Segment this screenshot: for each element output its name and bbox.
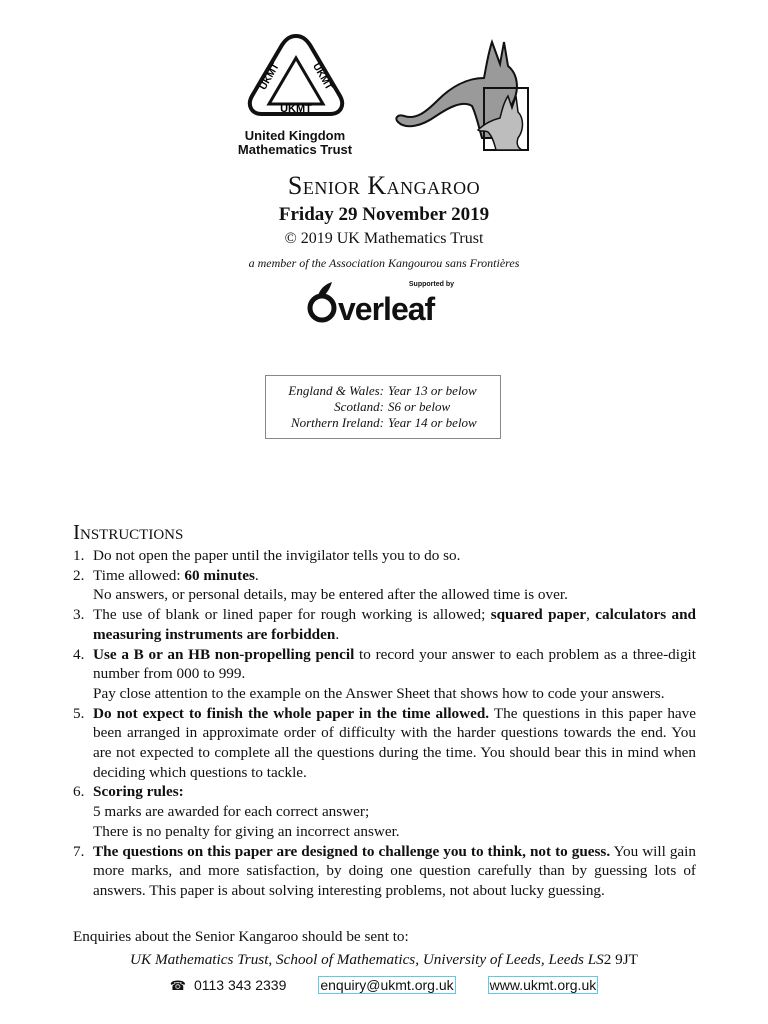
enquiries-heading: Enquiries about the Senior Kangaroo should be sent to: [73, 928, 409, 945]
instruction-bold: The questions on this paper are designed to challenge you to think, not to guess. [93, 842, 611, 860]
paper-date: Friday 29 November 2019 [278, 204, 490, 225]
eligibility-level: S6 or below [388, 399, 451, 414]
phone-number: 0113 343 2339 [193, 976, 287, 993]
address-tail: 2 9JT [603, 951, 638, 968]
eligibility-row [266, 415, 500, 431]
eligibility-region: Northern Ireland: [290, 415, 384, 430]
instruction-text [93, 605, 696, 644]
instruction-item [73, 842, 696, 901]
ukmt-ring-left: UKMT [257, 61, 282, 93]
overleaf-wordmark: verleaf [338, 291, 435, 324]
website-link[interactable]: www.ukmt.org.uk [489, 977, 597, 993]
instruction-line2: No answers, or personal details, may be entered after the allowed time is over. [93, 586, 568, 604]
instruction-item [73, 704, 696, 783]
instruction-item [73, 782, 696, 841]
eligibility-box [265, 375, 501, 439]
instruction-bold: Do not expect to finish the whole paper in the time allowed. [93, 704, 490, 722]
address-italic: UK Mathematics Trust, School of Mathematics, University of Leeds, Leeds LS [130, 951, 604, 968]
instruction-number: 4. [73, 645, 85, 663]
instruction-text [93, 842, 696, 901]
instruction-text [93, 704, 696, 783]
ukmt-ring-right: UKMT [310, 61, 335, 93]
eligibility-level: Year 14 or below [388, 415, 477, 430]
email-link[interactable]: enquiry@ukmt.org.uk [320, 977, 454, 993]
instruction-line3: There is no penalty for giving an incorrect answer. [93, 822, 400, 840]
phone-contact [170, 977, 287, 994]
instruction-post: . [254, 566, 259, 584]
instruction-item [73, 546, 696, 566]
instruction-text: Do not open the paper until the invigilator tells you to do so. [93, 547, 461, 564]
instruction-number: 5. [73, 704, 85, 722]
instruction-number: 1. [73, 547, 85, 564]
overleaf-logo [304, 278, 464, 324]
instruction-line2: 5 marks are awarded for each correct answer; [93, 803, 370, 821]
ukmt-name [200, 129, 390, 157]
instruction-bold: calculators and measuring instruments are forbidden [93, 606, 696, 643]
ukmt-logo [244, 32, 348, 128]
instructions-list [73, 546, 696, 901]
eligibility-row [266, 399, 500, 415]
instruction-post: . [335, 625, 340, 643]
instruction-text [93, 566, 696, 605]
instruction-bold: squared paper [490, 606, 587, 624]
eligibility-region: Scotland: [334, 399, 384, 414]
instruction-pre: The use of blank or lined paper for rough working is allowed; [93, 606, 491, 624]
kangaroo-logo [392, 34, 536, 156]
instruction-number: 2. [73, 566, 85, 584]
overleaf-supported-text: Supported by [408, 281, 454, 288]
instruction-number: 6. [73, 783, 85, 801]
phone-icon: ☎ [169, 977, 186, 993]
postal-address [0, 950, 768, 970]
instruction-rest: to record your answer to each problem as a three-digit number from 000 to 999. [93, 645, 696, 683]
instructions-heading: Instructions [73, 520, 184, 544]
instruction-item [73, 566, 696, 605]
ukmt-ring-bottom: UKMT [280, 103, 312, 115]
eligibility-region: England & Wales: [288, 383, 384, 398]
instruction-bold: 60 minutes [184, 566, 255, 584]
instruction-bold: Use a B or an HB non-propelling pencil [93, 645, 355, 663]
instruction-mid: , [586, 606, 596, 624]
instruction-pre: Time allowed: [93, 566, 185, 584]
eligibility-level: Year 13 or below [388, 383, 477, 398]
instruction-bold: Scoring rules: [93, 783, 184, 801]
instruction-line2: Pay close attention to the example on the Answer Sheet that shows how to code your answers. [93, 684, 665, 702]
instruction-rest: The questions in this paper have been arranged in approximate order of difficulty with the harder questions towards the end. You are not expected to complete all the questions during the time. You should bear this in mind when deciding which questions to tackle. [93, 704, 697, 781]
copyright-line: © 2019 UK Mathematics Trust [284, 230, 484, 247]
contact-row [0, 974, 768, 996]
ukmt-name-line2: Mathematics Trust [237, 142, 353, 157]
instruction-number: 3. [73, 606, 85, 624]
ukmt-name-line1: United Kingdom [244, 128, 346, 143]
member-line: a member of the Association Kangourou sans Frontières [248, 256, 520, 270]
instruction-number: 7. [73, 842, 85, 860]
instruction-text [93, 645, 696, 704]
instruction-item [73, 605, 696, 644]
eligibility-row [266, 383, 500, 399]
instruction-text [93, 782, 696, 841]
instruction-item [73, 645, 696, 704]
paper-title: Senior Kangaroo [287, 171, 481, 200]
instruction-rest: You will gain more marks, and more satisfaction, by doing one question carefully than by guessing lots of answers. This paper is about solving interesting problems, not about lucky guessing. [93, 842, 696, 899]
